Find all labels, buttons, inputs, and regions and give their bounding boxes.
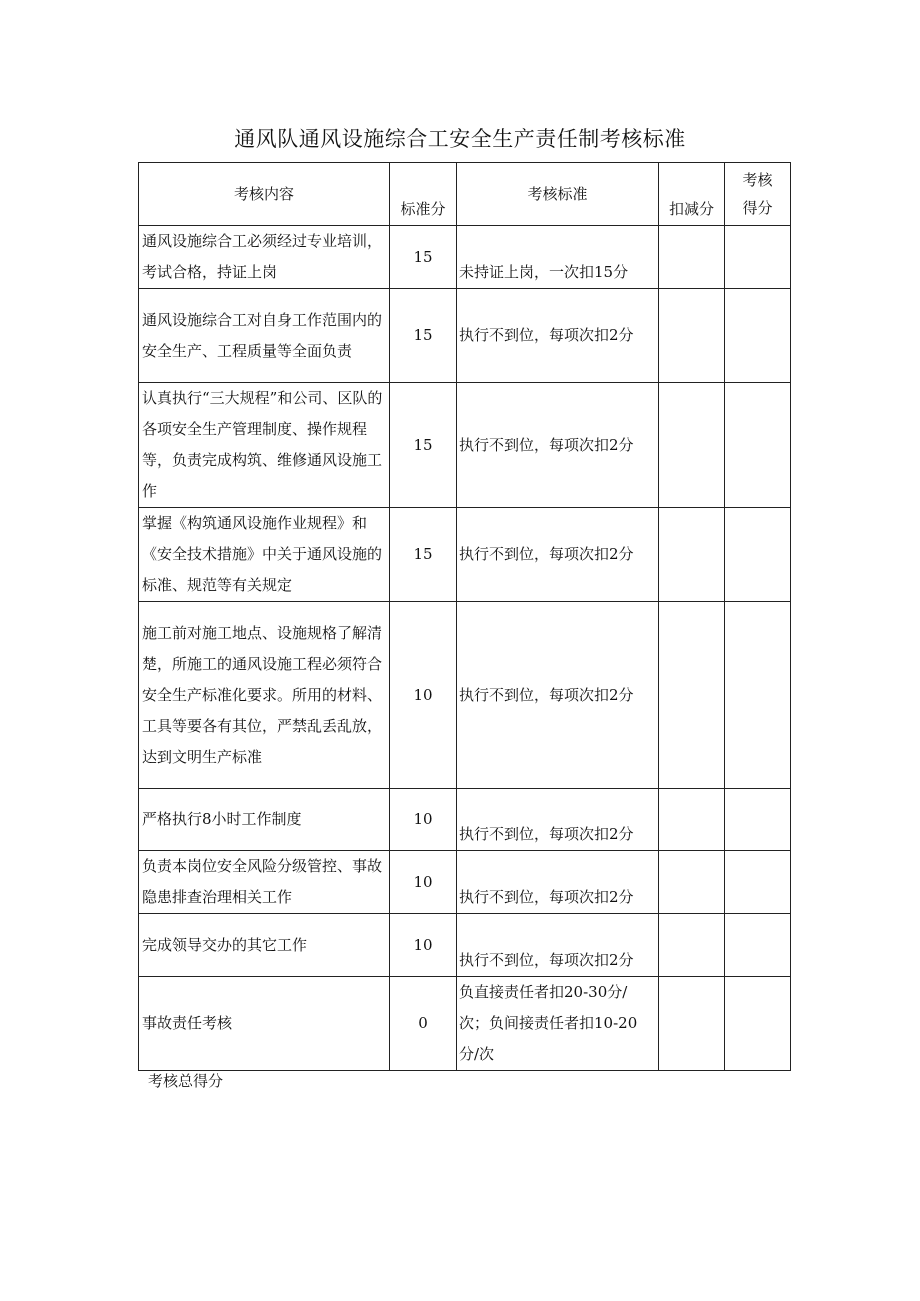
- table-row: [139, 602, 791, 789]
- row-final-score-cell: [725, 289, 791, 383]
- row-content: 负责本岗位安全风险分级管控、事故隐患排查治理相关工作: [139, 851, 390, 914]
- row-score: 15: [390, 289, 457, 383]
- row-content: 通风设施综合工对自身工作范围内的安全生产、工程质量等全面负责: [139, 289, 390, 383]
- row-deduction-cell: [659, 383, 725, 508]
- row-content: 完成领导交办的其它工作: [139, 914, 390, 977]
- row-content: 事故责任考核: [139, 977, 390, 1071]
- table-row: [139, 977, 791, 1071]
- row-deduction-cell: [659, 602, 725, 789]
- row-final-score-cell: [725, 977, 791, 1071]
- table-row: [139, 383, 791, 508]
- row-content: 掌握《构筑通风设施作业规程》和《安全技术措施》中关于通风设施的标准、规范等有关规定: [139, 508, 390, 602]
- row-final-score-cell: [725, 789, 791, 851]
- row-score: 15: [390, 508, 457, 602]
- row-content: 严格执行8小时工作制度: [139, 789, 390, 851]
- row-score: 15: [390, 383, 457, 508]
- header-final-score: [725, 163, 791, 226]
- row-criteria: 未持证上岗，一次扣15分: [457, 226, 659, 289]
- table-row: [139, 289, 791, 383]
- row-criteria: 执行不到位，每项次扣2分: [457, 602, 659, 789]
- header-content: 考核内容: [139, 163, 390, 226]
- table-row: [139, 914, 791, 977]
- header-standard-score: 标准分: [390, 163, 457, 226]
- table-header-row: [139, 163, 791, 226]
- row-score: 10: [390, 789, 457, 851]
- row-criteria: 执行不到位，每项次扣2分: [457, 914, 659, 977]
- header-criteria: 考核标准: [457, 163, 659, 226]
- row-content: 通风设施综合工必须经过专业培训，考试合格，持证上岗: [139, 226, 390, 289]
- row-score: 10: [390, 851, 457, 914]
- row-deduction-cell: [659, 508, 725, 602]
- row-score: 15: [390, 226, 457, 289]
- row-deduction-cell: [659, 226, 725, 289]
- row-deduction-cell: [659, 789, 725, 851]
- row-content: 认真执行“三大规程”和公司、区队的各项安全生产管理制度、操作规程等，负责完成构筑、维修通风设施工作: [139, 383, 390, 508]
- row-score: 0: [390, 977, 457, 1071]
- row-deduction-cell: [659, 977, 725, 1071]
- header-deduction: 扣减分: [659, 163, 725, 226]
- table-row: [139, 226, 791, 289]
- row-criteria: 执行不到位，每项次扣2分: [457, 289, 659, 383]
- row-score: 10: [390, 914, 457, 977]
- header-final-score-line2: 得分: [742, 199, 773, 217]
- row-final-score-cell: [725, 226, 791, 289]
- row-final-score-cell: [725, 851, 791, 914]
- row-deduction-cell: [659, 851, 725, 914]
- row-criteria: 执行不到位，每项次扣2分: [457, 789, 659, 851]
- row-content: 施工前对施工地点、设施规格了解清楚，所施工的通风设施工程必须符合安全生产标准化要求。所用的材料、工具等要各有其位，严禁乱丢乱放，达到文明生产标准: [139, 602, 390, 789]
- page-title: 通风队通风设施综合工安全生产责任制考核标准: [234, 127, 686, 151]
- table-row: [139, 508, 791, 602]
- row-final-score-cell: [725, 508, 791, 602]
- row-criteria: 执行不到位，每项次扣2分: [457, 383, 659, 508]
- row-final-score-cell: [725, 914, 791, 977]
- total-score-label: 考核总得分: [148, 1072, 224, 1090]
- row-criteria: 执行不到位，每项次扣2分: [457, 851, 659, 914]
- table-row: [139, 789, 791, 851]
- table-row: [139, 851, 791, 914]
- row-final-score-cell: [725, 602, 791, 789]
- row-criteria: 负直接责任者扣20-30分/次；负间接责任者扣10-20分/次: [457, 977, 659, 1071]
- row-criteria: 执行不到位，每项次扣2分: [457, 508, 659, 602]
- row-final-score-cell: [725, 383, 791, 508]
- assessment-table: [138, 162, 791, 1071]
- header-final-score-line1: 考核: [742, 171, 773, 189]
- row-score: 10: [390, 602, 457, 789]
- row-deduction-cell: [659, 914, 725, 977]
- row-deduction-cell: [659, 289, 725, 383]
